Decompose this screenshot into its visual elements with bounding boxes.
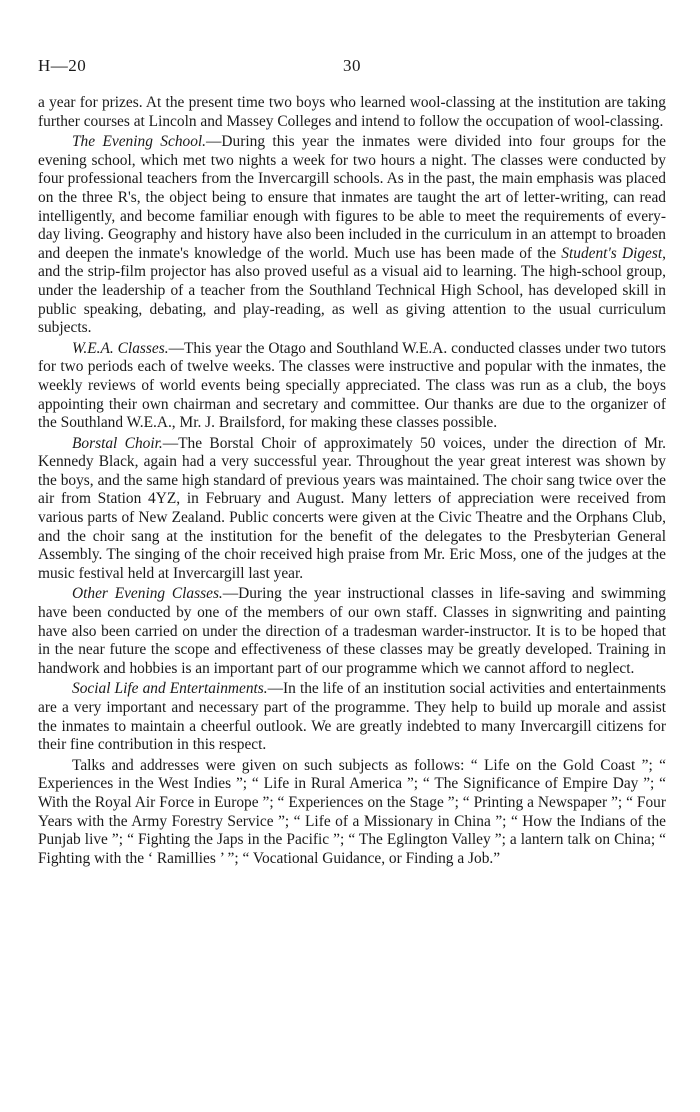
- paragraph-heading: Other Evening Classes.: [72, 585, 223, 603]
- paragraph-wea-classes: [38, 340, 666, 433]
- paragraph-evening-school: [38, 133, 666, 338]
- page-number: 30: [343, 56, 361, 75]
- paragraph-text: —During this year the inmates were divided into four groups for the evening school, which met two nights a week for two hours a night. The classes were conducted by four professional teachers from the Invercargill schools. As in the past, the main emphasis was placed on the three R's, the object being to ensure that inmates are taught the art of letter-writing, can read intelligently, and become familiar enough with figures to be able to meet the requirements of every-day living. Geography and history have also been included in the curriculum in an attempt to broaden and deepen the inmate's knowledge of the world. Much use has been made of the: [38, 133, 666, 262]
- paragraph-continuation: [38, 94, 666, 131]
- paragraph-text: —During the year instructional classes in life-saving and swimming have been conducted by one of the members of our own staff. Classes in signwriting and painting have also been carried on under the direction of a tradesman warder-instructor. It is to be hoped that in the near future the scope and effectiveness of these classes may be greatly developed. Training in handwork and hobbies is an important part of our programme which we cannot afford to neglect.: [38, 585, 666, 677]
- paragraph-borstal-choir: [38, 435, 666, 584]
- document-reference: H—20: [38, 56, 87, 75]
- paragraph-text: —In the life of an institution social activities and entertainments are a very important and necessary part of the programme. They help to build up morale and assist the inmates to maintain a cheerful outlook. We are greatly indebted to many Invercargill citizens for their fine contribution in this respect.: [38, 680, 666, 754]
- publication-title: Student's Digest: [561, 244, 663, 262]
- paragraph-social-life: [38, 680, 666, 754]
- paragraph-talks: [38, 757, 666, 869]
- paragraph-text: —The Borstal Choir of approximately 50 voices, under the direction of Mr. Kennedy Black, again had a very successful year. Throughout the year great interest was shown by the boys, and the same high standard of previous years was maintained. The choir sang twice over the air from Station 4YZ, in February and August. Many letters of appreciation were received from various parts of New Zealand. Public concerts were given at the Civic Theatre and the Orphans Club, and the choir sang at the institution for the benefit of the delegates to the Presbyterian General Assembly. The singing of the choir received high praise from Mr. Eric Moss, one of the judges at the music festival held at Invercargill last year.: [38, 434, 666, 582]
- paragraph-text-continued: , and the strip-film projector has also proved useful as a visual aid to learning. The high-school group, under the leadership of a teacher from the Southland Technical High School, has developed skill in public speaking, debating, and play-reading, as well as giving attention to the usual curriculum subjects.: [38, 244, 666, 337]
- running-head: [38, 56, 666, 80]
- body-text: [38, 94, 666, 868]
- paragraph-heading: The Evening School.: [72, 133, 207, 151]
- paragraph-text: Talks and addresses were given on such subjects as follows: “ Life on the Gold Coast ”; “ Experiences in the West Indies ”; “ Life in Rural America ”; “ The Significance of Empire Day ”; “ With the Royal Air Force in Europe ”; “ Experiences on the Stage ”; “ Printing a Newspaper ”; “ Four Years with the Army Forestry Service ”; “ Life of a Missionary in China ”; “ How the Indians of the Punjab live ”; “ Fighting the Japs in the Pacific ”; “ The Eglington Valley ”; a lantern talk on China; “ Fighting with the ‘ Ramillies ’ ”; “ Vocational Guidance, or Finding a Job.”: [38, 756, 666, 867]
- paragraph-heading: Borstal Choir.: [72, 434, 163, 452]
- paragraph-text: —This year the Otago and Southland W.E.A. conducted classes under two tutors for two periods each of twelve weeks. The classes were instructive and popular with the inmates, the weekly reviews of world events being specially appreciated. The class was run as a club, the boys appointing their own chairman and secretary and committee. Our thanks are due to the organizer of the Southland W.E.A., Mr. J. Brailsford, for making these classes possible.: [38, 339, 666, 432]
- paragraph-heading: W.E.A. Classes.: [72, 339, 169, 357]
- paragraph-text: a year for prizes. At the present time two boys who learned wool-classing at the institution are taking further courses at Lincoln and Massey Colleges and intend to follow the occupation of wool-classing.: [38, 94, 666, 130]
- paragraph-other-evening-classes: [38, 585, 666, 678]
- paragraph-heading: Social Life and Entertainments.: [72, 680, 268, 698]
